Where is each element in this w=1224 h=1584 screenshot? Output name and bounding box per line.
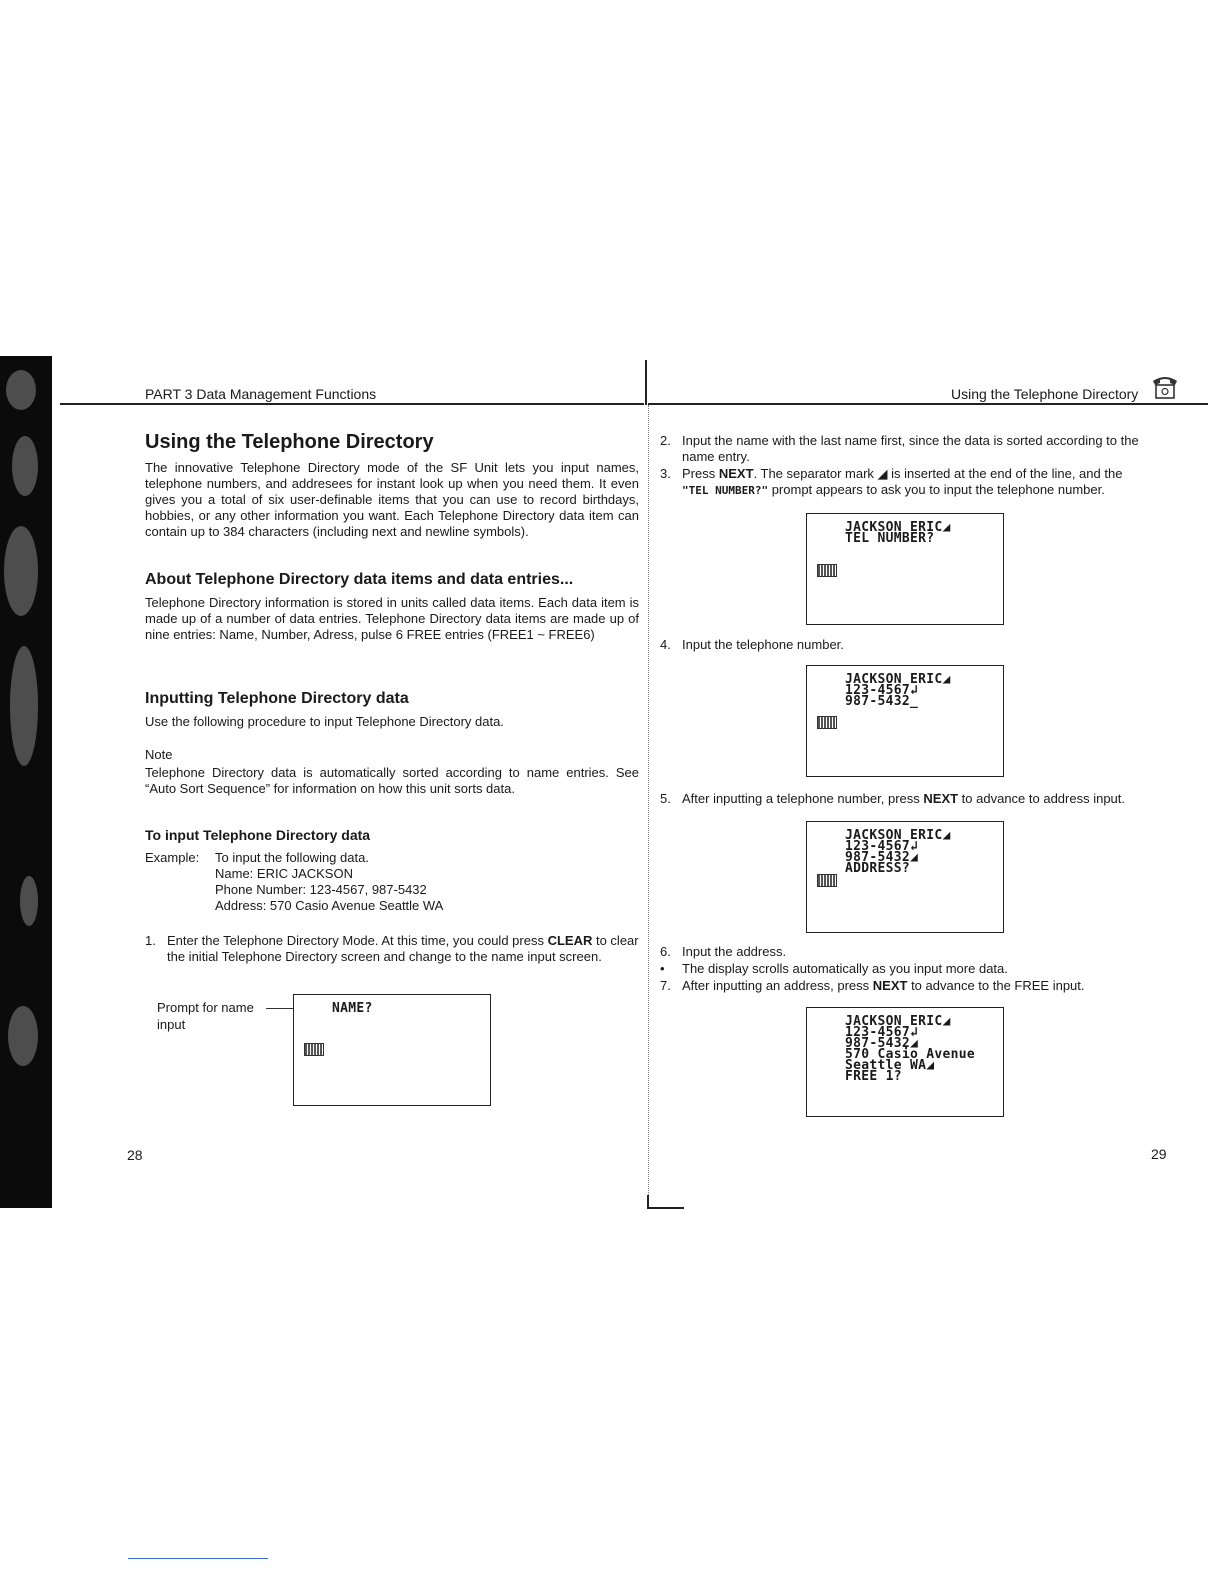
bottom-mark	[128, 1558, 268, 1559]
intro-paragraph: The innovative Telephone Directory mode of the SF Unit lets you input names, telephone numbers, and addresees for instant look up when you need them. It even gives you a total of six user-definable items that you can use to record birthdays, hobbies, or any other information you want. Each Telephone Directory data item can contain up to 384 characters (including next and newline symbols).	[145, 460, 639, 539]
example-label: Example:	[145, 850, 200, 865]
lcd-screen-address-prompt: JACKSON ERIC◢ 123-4567↲ 987-5432◢ ADDRESS?	[806, 821, 1004, 933]
next-key: NEXT	[718, 466, 754, 481]
page-title: Using the Telephone Directory	[145, 431, 434, 453]
caps-indicator-icon	[817, 874, 837, 887]
step-1: 1. Enter the Telephone Directory Mode. At this time, you could press CLEAR to clear the initial Telephone Directory screen and change to the name input screen.	[145, 933, 639, 964]
lcd-screen-tel-prompt: JACKSON ERIC◢ TEL NUMBER?	[806, 513, 1004, 625]
step-6: 6. Input the address.	[660, 944, 787, 959]
example-line-1: To input the following data.	[215, 850, 369, 865]
example-line-4: Address: 570 Casio Avenue Seattle WA	[215, 898, 444, 913]
note-paragraph: Telephone Directory data is automatically sorted according to name entries. See “Auto Sort Sequence” for information on how this unit sorts data.	[145, 765, 639, 796]
step-3: 3. Press NEXT. The separator mark ◢ is inserted at the end of the line, and the "TEL NUMBER?" prompt appears to ask you to input the telephone number.	[660, 466, 1123, 497]
lcd-screen-free-prompt: JACKSON ERIC◢ 123-4567↲ 987-5432◢ 570 Casio Avenue Seattle WA◢ FREE 1?	[806, 1007, 1004, 1117]
example-line-2: Name: ERIC JACKSON	[215, 866, 353, 881]
note-label: Note	[145, 747, 173, 762]
right-header-rule	[648, 403, 1208, 405]
next-key: NEXT	[923, 791, 959, 806]
gutter-rule-top	[645, 360, 647, 405]
step-7: 7. After inputting an address, press NEXT to advance to the FREE input.	[660, 978, 1085, 993]
right-page-number: 29	[1151, 1146, 1167, 1162]
about-paragraph: Telephone Directory information is stored in units called data items. Each data item is made up of a number of data entries. Telephone Directory data items are made up of nine entries: Name, Number, Adress, pulse 6 FREE entries (FREE1 ~ FREE6)	[145, 595, 639, 642]
next-key: NEXT	[872, 978, 908, 993]
lcd-screen-name	[293, 994, 491, 1106]
binding-strip	[0, 356, 52, 1208]
procedure-heading: To input Telephone Directory data	[145, 827, 371, 843]
left-page-number: 28	[127, 1147, 143, 1163]
example-line-3: Phone Number: 123-4567, 987-5432	[215, 882, 427, 897]
caps-indicator-icon	[304, 1043, 324, 1056]
prompt-label-line-2: input	[157, 1017, 186, 1032]
step-5: 5. After inputting a telephone number, press NEXT to advance to address input.	[660, 791, 1126, 806]
clear-key: CLEAR	[547, 933, 593, 948]
input-paragraph: Use the following procedure to input Telephone Directory data.	[145, 714, 504, 729]
gutter-foot-rule	[648, 1207, 684, 1209]
about-heading: About Telephone Directory data items and data entries...	[145, 571, 574, 588]
lcd-screen-numbers: JACKSON ERIC◢ 123-4567↲ 987-5432_	[806, 665, 1004, 777]
step-2: 2. Input the name with the last name first, since the data is sorted according to the name entry.	[660, 433, 1139, 464]
gutter-dotted-line	[648, 405, 649, 1195]
step-4: 4. Input the telephone number.	[660, 637, 844, 652]
bullet-note: • The display scrolls automatically as you input more data.	[660, 961, 1008, 976]
lcd-line: NAME?	[332, 1001, 373, 1016]
left-running-header: PART 3 Data Management Functions	[145, 386, 377, 402]
input-heading: Inputting Telephone Directory data	[145, 690, 409, 707]
right-running-header: Using the Telephone Directory	[951, 386, 1139, 402]
prompt-label-line-1: Prompt for name	[157, 1000, 254, 1015]
left-header-rule	[60, 403, 644, 405]
caps-indicator-icon	[817, 564, 837, 577]
telephone-icon	[1150, 372, 1180, 400]
caps-indicator-icon	[817, 716, 837, 729]
step-number: 1.	[145, 933, 156, 948]
